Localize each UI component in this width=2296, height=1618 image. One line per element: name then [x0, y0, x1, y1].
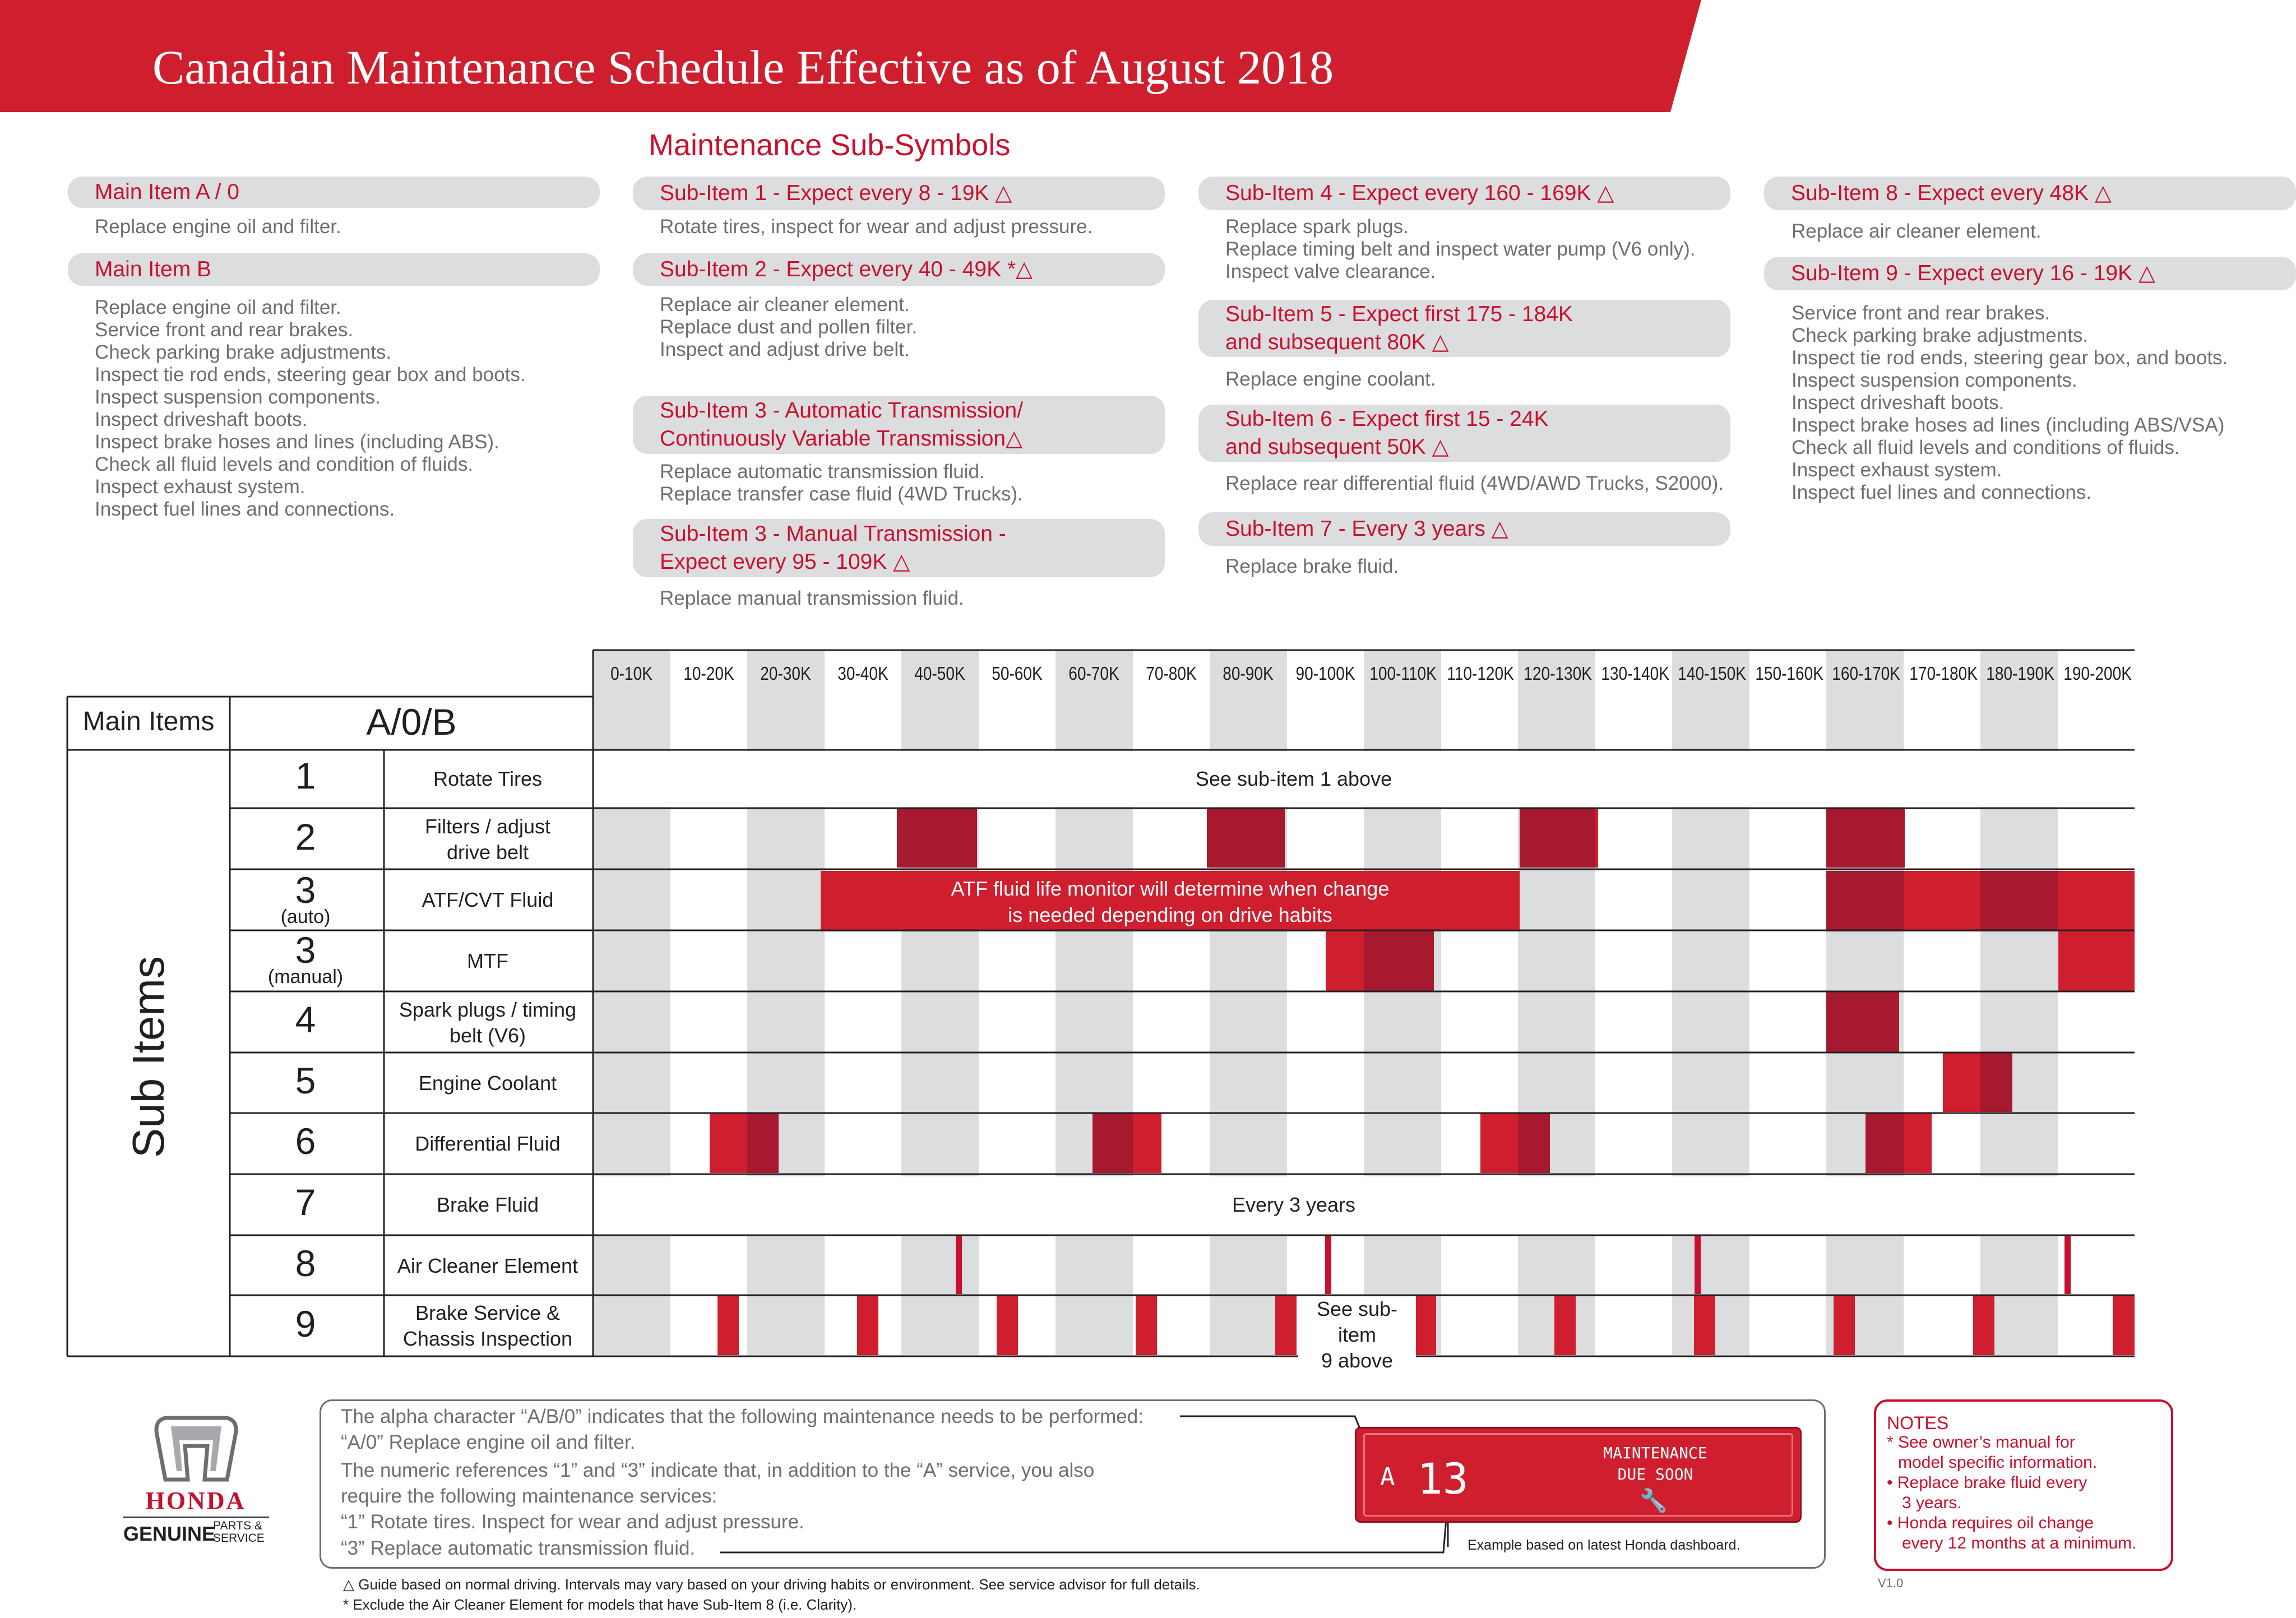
desc-line: Check parking brake adjustments. [95, 341, 392, 363]
mark [1973, 1296, 1994, 1355]
desc-line: Inspect driveshaft boots. [1792, 392, 2005, 414]
explanation-line: The alpha character “A/B/0” indicates that the following maintenance needs to be performed: [341, 1406, 1144, 1427]
explanation-line: “A/0” Replace engine oil and filter. [341, 1431, 636, 1453]
desc-line: Inspect fuel lines and connections. [1792, 481, 2092, 503]
mark [1694, 1296, 1715, 1355]
sub-item-3-manual-title: Sub-Item 3 - Manual Transmission - Expect every 95 - 109K △ [660, 522, 1006, 574]
main-item-b-title: Main Item B [95, 257, 212, 282]
row-1-note: See sub-item 1 above [1195, 767, 1392, 790]
desc-line: Inspect exhaust system. [95, 476, 305, 498]
desc-line: Replace spark plugs. [1225, 216, 1409, 238]
desc-line: Inspect brake hoses ad lines (including ABS/VSA) [1792, 414, 2225, 436]
mark [1826, 871, 1904, 931]
parts-line: PARTS & [213, 1519, 262, 1532]
honda-wordmark: HONDA [145, 1487, 246, 1514]
mark [1695, 1236, 1701, 1294]
service-name: Engine Coolant [418, 1072, 557, 1095]
mark [710, 1112, 749, 1173]
mark [997, 1296, 1018, 1355]
mark [1980, 1052, 2012, 1112]
desc-line: Replace engine oil and filter. [95, 296, 341, 318]
mark [718, 1296, 739, 1355]
wrench-icon: 🔧 [1640, 1488, 1668, 1514]
mark [1275, 1296, 1297, 1355]
row-number: 8 [295, 1243, 316, 1284]
interval-header: 20-30K [760, 663, 811, 684]
version-label: V1.0 [1878, 1576, 1904, 1590]
main-items-value: A/0/B [366, 701, 457, 743]
sub-item-8-title: Sub-Item 8 - Expect every 48K △ [1791, 181, 2112, 206]
interval-header: 180-190K [1986, 663, 2054, 684]
desc-line: Replace engine oil and filter. [95, 216, 341, 238]
mark [1904, 871, 1980, 931]
row-number-sub: (auto) [280, 906, 331, 928]
note-line: • Honda requires oil change [1887, 1514, 2094, 1532]
desc-line: Replace dust and pollen filter. [660, 316, 918, 338]
desc-line: Inspect and adjust drive belt. [660, 339, 910, 360]
sub-item-7-title: Sub-Item 7 - Every 3 years △ [1225, 517, 1508, 541]
desc-line: Inspect exhaust system. [1792, 459, 2002, 481]
mark [857, 1296, 878, 1355]
mark [2058, 871, 2135, 931]
notes-title: NOTES [1887, 1413, 1949, 1433]
mark [1136, 1296, 1157, 1355]
interval-header: 130-140K [1601, 663, 1669, 684]
service-name: Differential Fluid [415, 1132, 561, 1155]
mark [1364, 931, 1434, 991]
mark [1904, 1112, 1932, 1173]
row-number: 5 [295, 1060, 316, 1101]
service-name: Filters / adjust drive belt [424, 815, 551, 864]
desc-line: Replace brake fluid. [1225, 555, 1399, 577]
note-line: 3 years. [1902, 1494, 1962, 1512]
mark [897, 808, 977, 868]
sub-items-label: Sub Items [123, 956, 173, 1158]
desc-line: Replace manual transmission fluid. [660, 587, 964, 609]
atf-monitor-note: ATF fluid life monitor will determine when change is needed depending on drive habits [951, 877, 1390, 926]
dashboard-number: 13 [1417, 1454, 1469, 1504]
dashboard-message-2: DUE SOON [1617, 1465, 1693, 1483]
dashboard-message-1: MAINTENANCE [1603, 1444, 1707, 1462]
row-number: 3 [295, 929, 316, 971]
desc-line: Inspect tie rod ends, steering gear box, and boots. [1792, 347, 2228, 369]
sub-item-5-title: Sub-Item 5 - Expect first 175 - 184K and subsequent 80K △ [1225, 302, 1573, 354]
row-number: 1 [295, 755, 316, 796]
interval-header: 120-130K [1524, 663, 1592, 684]
explanation-line: require the following maintenance services: [341, 1485, 718, 1507]
desc-line: Replace engine coolant. [1225, 368, 1436, 390]
mark [1415, 1296, 1436, 1355]
explanation-line: “3” Replace automatic transmission fluid. [341, 1536, 701, 1561]
sub-item-2-title: Sub-Item 2 - Expect every 40 - 49K *△ [660, 257, 1033, 282]
desc-line: Inspect suspension components. [1792, 369, 2077, 391]
row-5-marks [1943, 1052, 2012, 1112]
mark [2058, 931, 2135, 991]
mark [1943, 1052, 1983, 1112]
service-line: SERVICE [213, 1532, 265, 1545]
row-number: 4 [295, 999, 316, 1040]
row-number-sub: (manual) [267, 966, 344, 988]
desc-line: Service front and rear brakes. [1792, 302, 2050, 324]
desc-line: Check all fluid levels and condition of fluids. [95, 453, 474, 475]
page-title: Canadian Maintenance Schedule Effective as of August 2018 [152, 40, 1334, 94]
genuine-label: GENUINE [123, 1522, 216, 1545]
note-line: * See owner’s manual for [1887, 1433, 2075, 1452]
service-name: Rotate Tires [433, 767, 543, 790]
mark [1554, 1296, 1576, 1355]
interval-header: 0-10K [610, 663, 652, 684]
main-items-label: Main Items [82, 707, 215, 736]
interval-header: 190-200K [2063, 663, 2132, 684]
main-item-a-title: Main Item A / 0 [95, 180, 239, 205]
exclude-footnote: * Exclude the Air Cleaner Element for models that have Sub-Item 8 (i.e. Clarity). [343, 1596, 857, 1613]
desc-line: Inspect brake hoses and lines (including ABS). [95, 431, 499, 453]
interval-header: 170-180K [1909, 663, 1978, 684]
desc-line: Rotate tires, inspect for wear and adjust pressure. [660, 216, 1093, 238]
interval-header: 10-20K [683, 663, 734, 684]
mark [747, 1112, 779, 1173]
interval-header: 40-50K [914, 663, 965, 684]
mark [1866, 1112, 1904, 1173]
mark [1326, 931, 1364, 991]
guide-footnote: △ Guide based on normal driving. Intervals may vary based on your driving habits or environment. See service advisor for full details. [343, 1576, 1200, 1593]
sub-item-3-auto-title: Sub-Item 3 - Automatic Transmission/ Continuously Variable Transmission△ [660, 398, 1024, 451]
interval-header: 70-80K [1146, 663, 1197, 684]
interval-header: 100-110K [1369, 663, 1437, 684]
service-name: Air Cleaner Element [397, 1254, 578, 1277]
row-number: 6 [295, 1120, 316, 1162]
interval-header: 160-170K [1832, 663, 1900, 684]
logo-fill [171, 1426, 221, 1471]
mark [1826, 808, 1905, 868]
row-number: 9 [295, 1303, 316, 1345]
desc-line: Check all fluid levels and conditions of fluids. [1792, 437, 2180, 458]
row-number: 2 [295, 816, 316, 857]
desc-line: Replace air cleaner element. [1792, 220, 2042, 242]
interval-header: 110-120K [1447, 663, 1514, 684]
subsymbols-heading: Maintenance Sub-Symbols [649, 128, 1011, 162]
desc-line: Inspect fuel lines and connections. [95, 498, 395, 520]
mark [956, 1236, 962, 1294]
desc-line: Service front and rear brakes. [95, 319, 354, 341]
dashboard-caption: Example based on latest Honda dashboard. [1468, 1537, 1740, 1553]
sub-item-9-title: Sub-Item 9 - Expect every 16 - 19K △ [1791, 261, 2155, 286]
note-line: • Replace brake fluid every [1887, 1473, 2087, 1492]
mark [1093, 1112, 1133, 1173]
desc-line: Inspect tie rod ends, steering gear box and boots. [95, 364, 526, 386]
service-name: Brake Fluid [436, 1193, 539, 1216]
sub-item-4-title: Sub-Item 4 - Expect every 160 - 169K △ [1225, 181, 1614, 206]
desc-line: Replace rear differential fluid (4WD/AWD Trucks, S2000). [1225, 472, 1724, 494]
desc-line: Check parking brake adjustments. [1792, 324, 2089, 346]
parts-service-label [213, 1520, 265, 1545]
row-4-mark [1826, 992, 1899, 1052]
service-name: Spark plugs / timing belt (V6) [399, 998, 577, 1047]
mark [1518, 1112, 1550, 1173]
interval-header: 80-90K [1223, 663, 1274, 684]
interval-header: 60-70K [1068, 663, 1119, 684]
interval-header: 150-160K [1755, 663, 1823, 684]
explanation-line: The numeric references “1” and “3” indicate that, in addition to the “A” service, you also [341, 1459, 1095, 1481]
interval-header: 30-40K [837, 663, 888, 684]
mark [1834, 1296, 1855, 1355]
note-line: every 12 months at a minimum. [1902, 1534, 2137, 1552]
note-line: model specific information. [1898, 1453, 2098, 1472]
service-name: Brake Service & Chassis Inspection [402, 1301, 573, 1350]
mark [1980, 871, 2058, 931]
mark [1325, 1236, 1331, 1294]
desc-line: Replace transfer case fluid (4WD Trucks). [660, 483, 1023, 505]
row-number: 3 [295, 869, 316, 911]
row-9-note: See sub-item 9 above [1298, 1296, 1416, 1374]
sub-item-6-title: Sub-Item 6 - Expect first 15 - 24K and subsequent 50K △ [1225, 407, 1549, 459]
honda-wing-logo [156, 1418, 236, 1480]
mark [2064, 1236, 2071, 1294]
desc-line: Inspect suspension components. [95, 386, 381, 408]
service-name: MTF [467, 949, 508, 972]
mark [1207, 808, 1285, 868]
dashboard-code: A [1380, 1463, 1395, 1491]
sub-item-1-title: Sub-Item 1 - Expect every 8 - 19K △ [660, 181, 1012, 206]
desc-line: Inspect driveshaft boots. [95, 409, 308, 430]
interval-header: 140-150K [1678, 663, 1746, 684]
desc-line: Replace air cleaner element. [660, 294, 910, 316]
explanation-line: “1” Rotate tires. Inspect for wear and adjust pressure. [341, 1511, 804, 1533]
row-number: 7 [295, 1181, 316, 1223]
desc-line: Inspect valve clearance. [1225, 261, 1436, 282]
mark [1133, 1112, 1161, 1173]
interval-header: 90-100K [1295, 663, 1355, 684]
desc-line: Replace timing belt and inspect water pump (V6 only). [1225, 238, 1696, 260]
mark [1480, 1112, 1518, 1173]
mark [1520, 808, 1598, 868]
desc-line: Replace automatic transmission fluid. [660, 461, 985, 483]
mark [1595, 808, 1598, 868]
interval-header: 50-60K [992, 663, 1043, 684]
row-7-note: Every 3 years [1232, 1193, 1356, 1216]
service-name: ATF/CVT Fluid [422, 888, 554, 911]
mark [2113, 1296, 2135, 1355]
